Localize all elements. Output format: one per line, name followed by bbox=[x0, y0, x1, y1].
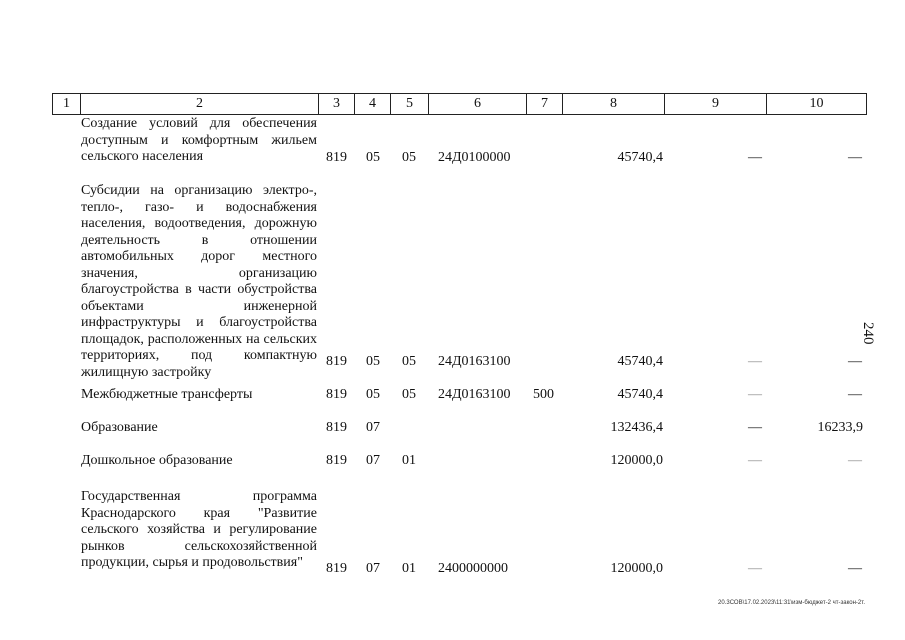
row-description: Образование bbox=[81, 420, 158, 435]
header-col-3: 3 bbox=[318, 94, 354, 114]
row-description: Межбюджетные трансферты bbox=[81, 387, 253, 402]
header-col-4: 4 bbox=[354, 94, 390, 114]
cell-col4: 07 bbox=[366, 561, 380, 576]
cell-col3: 819 bbox=[326, 354, 347, 369]
cell-col5: 01 bbox=[402, 561, 416, 576]
cell-col9: — bbox=[748, 561, 762, 576]
cell-col10: — bbox=[848, 387, 862, 402]
cell-col3: 819 bbox=[326, 420, 347, 435]
cell-col5: 05 bbox=[402, 387, 416, 402]
cell-col8: 120000,0 bbox=[610, 453, 663, 468]
cell-col10: — bbox=[848, 354, 862, 369]
cell-col3: 819 bbox=[326, 561, 347, 576]
cell-col6: 24Д0100000 bbox=[438, 150, 511, 165]
cell-col10: — bbox=[848, 150, 862, 165]
header-col-2: 2 bbox=[80, 94, 318, 114]
cell-col3: 819 bbox=[326, 453, 347, 468]
cell-col5: 05 bbox=[402, 150, 416, 165]
cell-col9: — bbox=[748, 453, 762, 468]
cell-col5: 05 bbox=[402, 354, 416, 369]
cell-col3: 819 bbox=[326, 387, 347, 402]
header-col-9: 9 bbox=[664, 94, 766, 114]
cell-col9: — bbox=[748, 150, 762, 165]
cell-col8: 45740,4 bbox=[617, 354, 663, 369]
header-col-1: 1 bbox=[52, 94, 80, 114]
footer-file-info: 20.3СОВ\17.02.2023\11:31\изм-бюджет-2 чт-закон-2т. bbox=[718, 600, 865, 606]
cell-col4: 07 bbox=[366, 420, 380, 435]
cell-col10: 16233,9 bbox=[817, 420, 863, 435]
header-col-8: 8 bbox=[562, 94, 664, 114]
cell-col4: 05 bbox=[366, 150, 380, 165]
cell-col8: 45740,4 bbox=[617, 150, 663, 165]
page-number: 240 bbox=[860, 322, 876, 345]
header-col-6: 6 bbox=[428, 94, 526, 114]
cell-col10: — bbox=[848, 561, 862, 576]
cell-col4: 05 bbox=[366, 354, 380, 369]
header-col-5: 5 bbox=[390, 94, 428, 114]
cell-col5: 01 bbox=[402, 453, 416, 468]
header-col-7: 7 bbox=[526, 94, 562, 114]
cell-col6: 24Д0163100 bbox=[438, 354, 511, 369]
row-description: Создание условий для обеспечения доступным и комфортным жильем сельского населения bbox=[81, 116, 317, 164]
row-description: Государственная программа Краснодарского края "Развитие сельского хозяйства и регулирование рынков сельскохозяйственной продукции, сырья и продовольствия" bbox=[81, 489, 317, 570]
cell-col8: 120000,0 bbox=[610, 561, 663, 576]
cell-col9: — bbox=[748, 420, 762, 435]
cell-col8: 45740,4 bbox=[617, 387, 663, 402]
cell-col7: 500 bbox=[533, 387, 554, 402]
header-col-10: 10 bbox=[766, 94, 867, 114]
cell-col10: — bbox=[848, 453, 862, 468]
row-description: Дошкольное образование bbox=[81, 453, 233, 468]
cell-col9: — bbox=[748, 387, 762, 402]
cell-col4: 07 bbox=[366, 453, 380, 468]
cell-col6: 24Д0163100 bbox=[438, 387, 511, 402]
cell-col6: 2400000000 bbox=[438, 561, 508, 576]
cell-col9: — bbox=[748, 354, 762, 369]
table-header-row bbox=[52, 93, 867, 115]
cell-col4: 05 bbox=[366, 387, 380, 402]
row-description: Субсидии на организацию электро-, тепло-, газо- и водоснабжения населения, водоотведения, дорожную деятельность в отношении автомобильных дорог местного значения, организацию благоустройства в части обустройства объектами инженерной инфраструктуры и благоустройства площадок, расположенных на сельских территориях, под компактную жилищную застройку bbox=[81, 183, 317, 380]
cell-col3: 819 bbox=[326, 150, 347, 165]
cell-col8: 132436,4 bbox=[610, 420, 663, 435]
